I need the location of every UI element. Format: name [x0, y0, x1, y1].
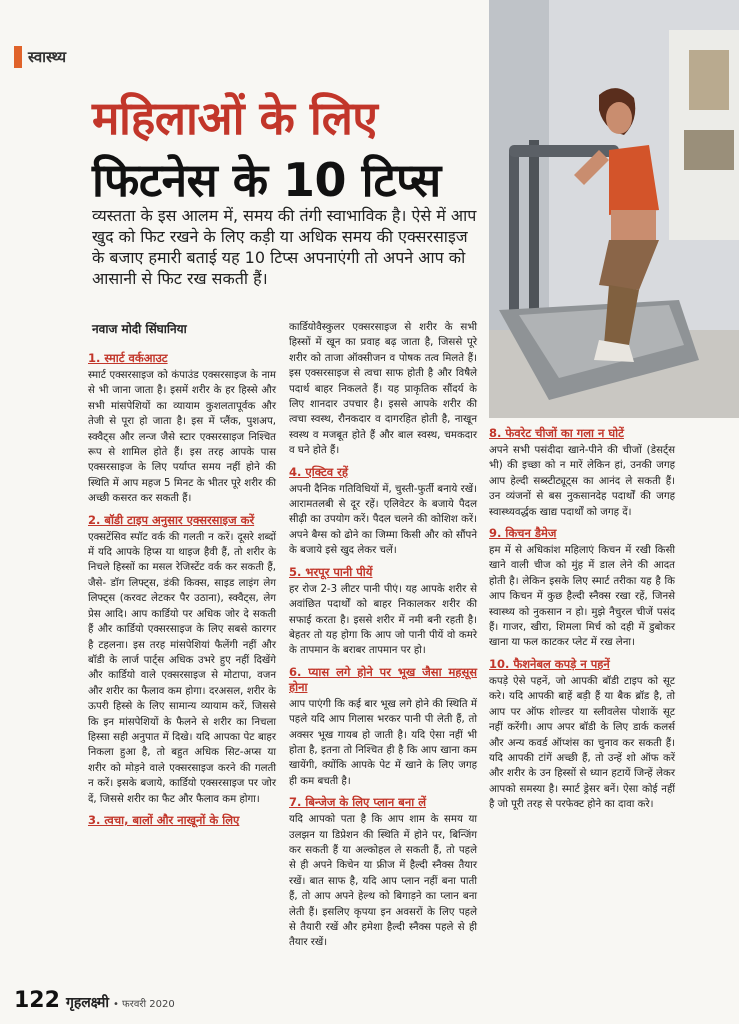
tip-8-body: अपने सभी पसंदीदा खाने-पीने की चीजों (डेसर्ट्स भी) की इच्छा को न मारें लेकिन हां, उनकी जगह आप हेल्दी सब्स्टीट्यूट्स का आनंद ले सकती हैं। उन व्यंजनों से बस नुकसानदेह पदार्थों की जगह स्वास्थ्यवर्द्धक खाद्य पदार्थों को जगह दें। [489, 445, 675, 518]
tip-4-body: अपनी दैनिक गतिविधियों में, चुस्ती-फुर्ती बनाये रखें। आरामतलबी से दूर रहें। एलिवेटर के बजाये पैदल सीढ़ी का उपयोग करें। पैदल चलने की कोशिश करें। अपने बैग्स को ढोने का जिम्मा किसी और को सौंपने के बजाये इसे खुद लेकर चलें। [289, 483, 477, 557]
tip-9-heading: 9. किचन डैमेज [489, 526, 557, 541]
title-line-1: महिलाओं के लिए [92, 91, 378, 145]
intro-paragraph: व्यस्तता के इस आलम में, समय की तंगी स्वाभाविक है। ऐसे में आप खुद को फिट रखने के लिए कड़ी या अधिक समय की एक्सरसाइज के बजाए हमारी बताई यह 10 टिप्स अपनाएंगी तो अपने आप को आसानी से फिट रख सकती हैं। [92, 206, 477, 288]
author-byline: नवाज मोदी सिंघानिया [92, 322, 187, 336]
magazine-name: गृहलक्ष्मी [65, 995, 109, 1011]
tip-6-body: आप पाएंगी कि कई बार भूख लगे होने की स्थिति में पहले यदि आप गिलास भरकर पानी पी लेती हैं, तो अक्सर भूख गायब हो जाती है। यदि ऐसा नहीं भी होता है, इतना तो निश्चित ही है कि आप खाना कम खायेंगी, क्योंकि आपके पेट में खाने के लिए जगह ही कम बचती है। [289, 698, 477, 787]
fitness-photo [489, 0, 739, 418]
column-3 [489, 420, 675, 818]
tip-3-heading: 3. त्वचा, बालों और नाखूनों के लिए [88, 812, 240, 827]
tip-10-heading: 10. फैशनेबल कपड़े न पहनें [489, 656, 610, 671]
tip-3-body: कार्डियोवैस्कुलर एक्सरसाइज से शरीर के सभी हिस्सों में खून का प्रवाह बढ़ जाता है, जिससे पूरे शरीर को ताजा ऑक्सीजन व पोषक तत्व मिलते हैं। इस एक्सरसाइज से त्वचा साफ होती है और विषैले पदार्थ बाहर निकलते हैं। यह प्राकृतिक सौंदर्य के लिए शानदार उपचार है। इससे आपके शरीर की त्वचा स्वस्थ, रौनकदार व दागरहित होती है, नाखून स्वस्थ व मजबूत होते हैं और बाल स्वस्थ, चमकदार व घने होते हैं। [289, 322, 477, 457]
section-label: स्वास्थ्य [28, 48, 67, 66]
tip-4-heading: 4. एक्टिव रहें [289, 464, 348, 479]
tip-1-body: स्मार्ट एक्सरसाइज को कंपाउंड एक्सरसाइज के नाम से भी जाना जाता है। इसमें शरीर के हर हिस्से और सभी मांसपेशियों का व्यायाम कुशलतापूर्वक और तेजी से पूरा हो जाता है। इस में प्लैंक, पुशअप, स्क्वैट्स और लन्ज जैसे स्टार एक्सरसाइज निश्चित रूप से शामिल होते हैं। इस तरह आपके पास एक्सरसाइज के लिए पर्याप्त समय नहीं होने की स्थिति में आप महज 5 मिनट के भीतर पूरे शरीर की अच्छी कसरत कर सकती हैं। [88, 370, 276, 505]
tip-6-heading: 6. प्यास लगे होने पर भूख जैसा महसूस होना [289, 664, 477, 694]
tip-2-body: एक्सटेंसिव स्पॉट वर्क की गलती न करें। दूसरे शब्दों में यदि आपके हिप्स या थाइज हैवी हैं, तो शरीर के निचले हिस्सों का मसल रेजिस्टेंट वर्क कर सकती हैं, जैसे- डॉग लिफ्ट्स, डंकी किक्स, साइड लाइंग लेग लिफ्ट्स (करवट लेटकर पैर उठाना), स्क्वैट्स, लेग प्रेस आदि। आप कार्डियो पर अधिक जोर दे सकती हैं और कार्डियो एक्सरसाइज के लिए सबसे कारगर है टहलना। इस तरह मांसपेशियां फैलेंगी नहीं और बॉडी के लार्ज पार्ट्स अधिक उभरे हुए नहीं दिखेंगे और कार्डियो वाले एक्सरसाइज से मोटापा, वजन और शरीर का फैलाव कम होगा। दरअसल, शरीर के ऊपरी हिस्से के लिए सामान्य व्यायाम करें, जिससे कि इन मांसपेशियों के फैलने से शरीर का निचला हिस्सा सही अनुपात में दिखे। यदि आपका पेट बाहर निकला हुआ है, तो बहुत अधिक सिट-अप्स या शरीर को मोड़ने वाले एक्सरसाइज करने की गलती न करें। इसके बजाये, कार्डियो एक्सरसाइज पर जोर दें, जिससे शरीर का फैट और फैलाव कम होगा। [88, 531, 276, 805]
title-line-2: फिटनेस के 10 टिप्स [92, 153, 441, 207]
tip-7-body: यदि आपको पता है कि आप शाम के समय या उलझन या डिप्रेशन की स्थिति में होने पर, बिन्जिंग कर सकती हैं या अल्कोहल ले सकती हैं, तो पहले से ही अपने किचेन या फ्रीज में हैल्दी स्नैक्स तैयार रखें। बात साफ है, यदि आप प्लान नहीं बना पाती हैं, तो आप अपने हेल्थ को बिगाड़ने का प्लान बना लेती हैं। इसलिए कृपया इन अवसरों के लिए पहले से तैयारी रखें और हमेशा हैल्दी स्नैक्स पहले से ही तैयार रखें। [289, 814, 477, 949]
page-footer [14, 988, 175, 1013]
photo-illustration [489, 0, 739, 418]
tip-5-body: हर रोज 2-3 लीटर पानी पीएं। यह आपके शरीर से अवांछित पदार्थों को बाहर निकालकर शरीर की सफाई करता है। इससे शरीर में नमी बनी रहती है। बेहतर तो यह होगा कि आप जो पानी पीयें वो कमरे के तापमान के बराबर तापमान पर हो। [289, 583, 477, 657]
tip-9-body: हम में से अधिकांश महिलाएं किचन में रखी किसी खाने वाली चीज को मुंह में डाल लेने की आदत होती है। लेकिन इसके लिए स्मार्ट तरीका यह है कि आप किचन में कुछ हैल्दी स्नैक्स रखा रहें, जिनसे स्वास्थ्य को नुकसान न हो। मुझे नैचुरल चीजें पसंद हैं। गाजर, खीरा, शिमला मिर्च को दही में डुबोकर खाना या फल काटकर प्लेट में रख लेना। [489, 545, 675, 649]
tip-8-heading: 8. फेवरेट चीजों का गला न घोटें [489, 426, 624, 440]
page-number: 122 [14, 988, 60, 1013]
tip-5-heading: 5. भरपूर पानी पीयें [289, 564, 373, 579]
issue-date: • फरवरी 2020 [112, 999, 175, 1010]
tip-10-body: कपड़े ऐसे पहनें, जो आपकी बॉडी टाइप को सूट करे। यदि आपकी बाहें बड़ी हैं या बैक ब्रॉड है, तो आप पर ऑफ शोल्डर या स्लीवलेस पोशाकें सूट नहीं करेंगी। आप अपर बॉडी के लिए डार्क कलर्स और अन्य कवर्ड ऑप्शंस का चुनाव कर सकती हैं। यदि आपकी टांगें अच्छी हैं, तो उन्हें शो ऑफ करें और शरीर के उन हिस्सों से ध्यान हटायें जिन्हें लेकर आपको समस्या है। स्मार्ट ड्रेसर बनें। ऐसा कोई नहीं है जो पूरी तरह से परफेक्ट होने का दावा करे। [489, 675, 675, 811]
tip-2-heading: 2. बॉडी टाइप अनुसार एक्सरसाइज करें [88, 512, 255, 527]
section-tag [14, 46, 66, 68]
column-2 [289, 320, 477, 956]
tip-7-heading: 7. बिन्जेज के लिए प्लान बना लें [289, 795, 427, 810]
tip-1-heading: 1. स्मार्ट वर्कआउट [88, 351, 168, 365]
column-1 [88, 345, 276, 830]
section-tag-bar [14, 46, 22, 68]
